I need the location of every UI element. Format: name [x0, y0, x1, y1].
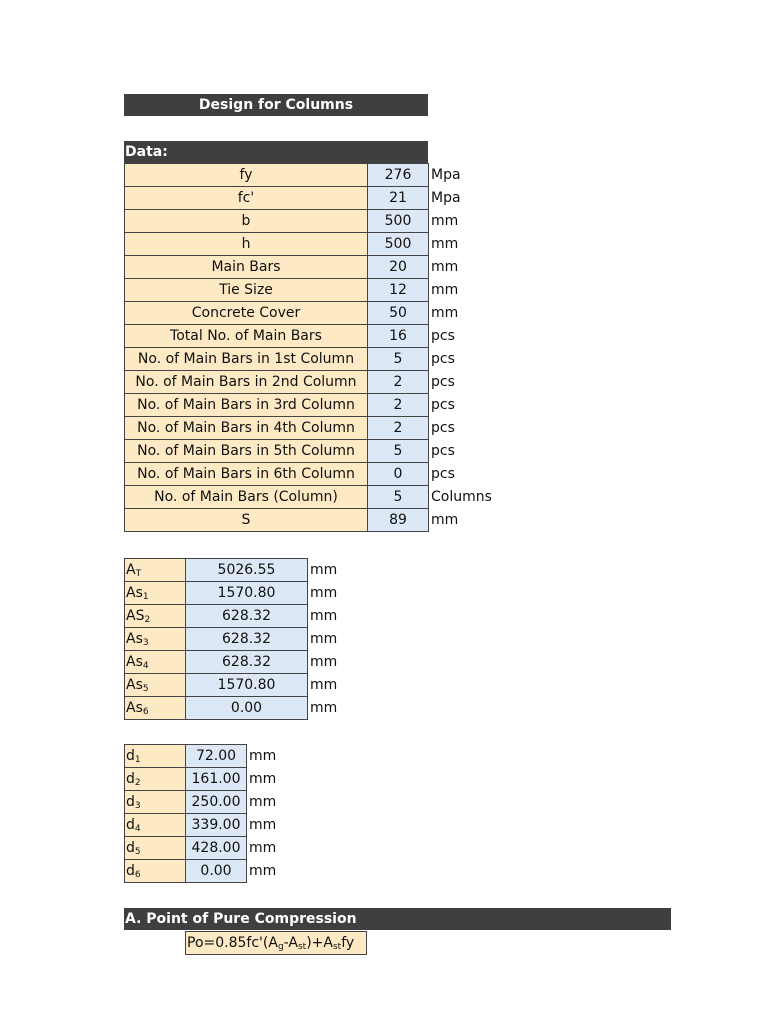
input-value: 2 [368, 417, 429, 440]
depth-row-unit: mm [249, 863, 277, 879]
steel-area-row-label [125, 628, 186, 651]
depth-row-value: 339.00 [186, 814, 247, 837]
symbol: d [126, 770, 135, 787]
input-row [125, 348, 499, 371]
symbol-subscript: 6 [142, 706, 149, 717]
symbol-subscript: 3 [142, 637, 149, 648]
input-value: 12 [368, 279, 429, 302]
depth-row-label [125, 814, 186, 837]
depth-row [125, 745, 287, 768]
steel-area-row-label [125, 582, 186, 605]
input-label: S [125, 509, 368, 532]
input-unit: pcs [431, 374, 455, 390]
input-row [125, 210, 499, 233]
input-unit: pcs [431, 397, 455, 413]
input-label: No. of Main Bars in 5th Column [125, 440, 368, 463]
input-label: Total No. of Main Bars [125, 325, 368, 348]
input-row [125, 394, 499, 417]
symbol-subscript: 5 [142, 683, 149, 694]
input-label: Concrete Cover [125, 302, 368, 325]
symbol: As [126, 653, 143, 670]
input-value: 276 [368, 164, 429, 187]
depth-row-value: 161.00 [186, 768, 247, 791]
depth-row-value: 428.00 [186, 837, 247, 860]
steel-area-row-value: 5026.55 [186, 559, 308, 582]
input-value: 500 [368, 233, 429, 256]
steel-area-row-value: 628.32 [186, 651, 308, 674]
depth-row-label [125, 791, 186, 814]
symbol: As [126, 630, 143, 647]
steel-area-row-value: 628.32 [186, 605, 308, 628]
input-label: h [125, 233, 368, 256]
symbol-subscript: 4 [142, 660, 149, 671]
input-unit: mm [431, 305, 459, 321]
symbol: As [126, 699, 143, 716]
depth-row-unit: mm [249, 794, 277, 810]
pure-compression-formula: $Po=0.85fc'(A_g-A_{st})+A_{st}fy$ [185, 931, 367, 955]
steel-area-row-label [125, 559, 186, 582]
depth-row [125, 768, 287, 791]
input-row [125, 164, 499, 187]
steel-area-row-value: 1570.80 [186, 674, 308, 697]
input-unit: pcs [431, 328, 455, 344]
symbol-subscript: 2 [134, 777, 141, 788]
steel-area-row-label [125, 697, 186, 720]
input-label: No. of Main Bars in 4th Column [125, 417, 368, 440]
steel-area-row-unit: mm [310, 700, 338, 716]
steel-area-row-value: 1570.80 [186, 582, 308, 605]
symbol: d [126, 747, 135, 764]
symbol: d [126, 816, 135, 833]
input-unit: Columns [431, 489, 492, 505]
depth-row-unit: mm [249, 817, 277, 833]
steel-area-table [124, 558, 348, 720]
steel-area-row-unit: mm [310, 654, 338, 670]
depth-row-unit: mm [249, 771, 277, 787]
input-label: No. of Main Bars in 3rd Column [125, 394, 368, 417]
symbol: AS [126, 607, 145, 624]
depth-row [125, 837, 287, 860]
input-value: 5 [368, 348, 429, 371]
symbol-subscript: 1 [134, 754, 141, 765]
input-unit: pcs [431, 443, 455, 459]
input-value: 500 [368, 210, 429, 233]
input-label: No. of Main Bars in 6th Column [125, 463, 368, 486]
steel-area-row-unit: mm [310, 585, 338, 601]
depth-row-value: 72.00 [186, 745, 247, 768]
depth-row-unit: mm [249, 748, 277, 764]
input-row [125, 486, 499, 509]
depth-row-label [125, 860, 186, 883]
steel-area-row [125, 605, 348, 628]
input-unit: mm [431, 236, 459, 252]
input-row [125, 302, 499, 325]
input-unit: pcs [431, 351, 455, 367]
symbol: d [126, 793, 135, 810]
input-row [125, 417, 499, 440]
input-label: fc' [125, 187, 368, 210]
input-label: fy [125, 164, 368, 187]
depth-row [125, 791, 287, 814]
steel-area-row [125, 559, 348, 582]
input-row [125, 509, 499, 532]
symbol: A [126, 561, 136, 578]
symbol-subscript: 4 [134, 823, 141, 834]
symbol-subscript: 1 [142, 591, 149, 602]
input-value: 21 [368, 187, 429, 210]
input-unit: mm [431, 512, 459, 528]
input-value: 0 [368, 463, 429, 486]
input-row [125, 233, 499, 256]
input-row [125, 371, 499, 394]
input-label: Tie Size [125, 279, 368, 302]
page-title: Design for Columns [124, 94, 428, 116]
symbol: As [126, 676, 143, 693]
depth-row-value: 0.00 [186, 860, 247, 883]
steel-area-row-value: 628.32 [186, 628, 308, 651]
input-data-table [124, 163, 499, 532]
input-label: Main Bars [125, 256, 368, 279]
symbol-subscript: 2 [144, 614, 151, 625]
input-unit: Mpa [431, 167, 461, 183]
input-label: No. of Main Bars (Column) [125, 486, 368, 509]
steel-area-row [125, 651, 348, 674]
input-row [125, 256, 499, 279]
depth-row-label [125, 837, 186, 860]
steel-area-row [125, 674, 348, 697]
input-value: 5 [368, 440, 429, 463]
steel-area-row-unit: mm [310, 608, 338, 624]
input-value: 89 [368, 509, 429, 532]
steel-area-row [125, 628, 348, 651]
symbol-subscript: T [135, 568, 142, 579]
input-label: No. of Main Bars in 1st Column [125, 348, 368, 371]
data-section-header: Data: [124, 141, 428, 163]
depth-row-label [125, 745, 186, 768]
symbol-subscript: 3 [134, 800, 141, 811]
symbol-subscript: 6 [134, 869, 141, 880]
depth-row [125, 860, 287, 883]
input-row [125, 325, 499, 348]
input-row [125, 440, 499, 463]
input-value: 50 [368, 302, 429, 325]
input-value: 16 [368, 325, 429, 348]
symbol-subscript: 5 [134, 846, 141, 857]
input-value: 2 [368, 371, 429, 394]
symbol: As [126, 584, 143, 601]
steel-area-row-unit: mm [310, 562, 338, 578]
steel-area-row-unit: mm [310, 631, 338, 647]
input-value: 20 [368, 256, 429, 279]
steel-area-row-value: 0.00 [186, 697, 308, 720]
steel-area-row-label [125, 651, 186, 674]
depth-row-label [125, 768, 186, 791]
depth-row [125, 814, 287, 837]
symbol: d [126, 862, 135, 879]
steel-area-row-label [125, 605, 186, 628]
input-label: b [125, 210, 368, 233]
input-unit: mm [431, 282, 459, 298]
depth-row-unit: mm [249, 840, 277, 856]
effective-depth-table [124, 744, 287, 883]
input-unit: mm [431, 259, 459, 275]
symbol: d [126, 839, 135, 856]
input-value: 5 [368, 486, 429, 509]
input-row [125, 187, 499, 210]
steel-area-row [125, 582, 348, 605]
steel-area-row-unit: mm [310, 677, 338, 693]
input-unit: Mpa [431, 190, 461, 206]
input-unit: mm [431, 213, 459, 229]
section-a-header: A. Point of Pure Compression [124, 908, 671, 930]
input-unit: pcs [431, 466, 455, 482]
input-unit: pcs [431, 420, 455, 436]
input-row [125, 279, 499, 302]
steel-area-row-label [125, 674, 186, 697]
input-value: 2 [368, 394, 429, 417]
steel-area-row [125, 697, 348, 720]
depth-row-value: 250.00 [186, 791, 247, 814]
input-label: No. of Main Bars in 2nd Column [125, 371, 368, 394]
input-row [125, 463, 499, 486]
